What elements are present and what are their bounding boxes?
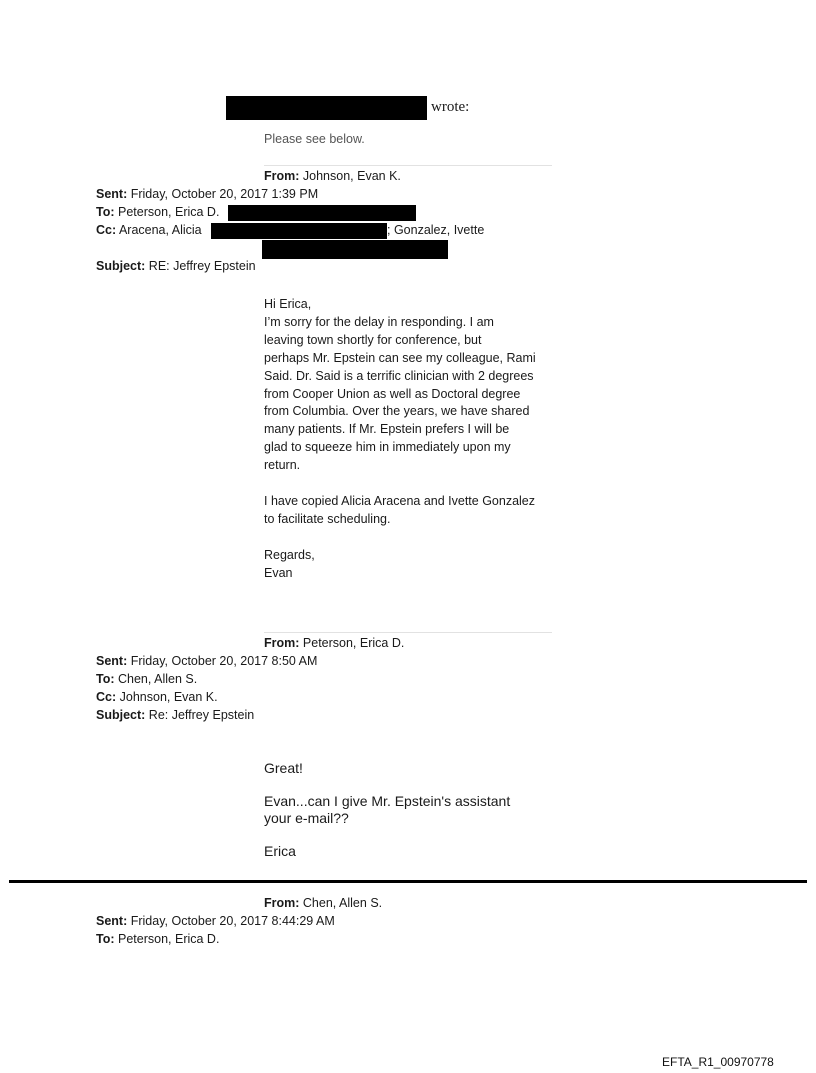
email2-line2a: Evan...can I give Mr. Epstein's assistant (264, 793, 511, 809)
cc-value: Aracena, Alicia (118, 223, 202, 237)
to-label: To: (96, 672, 115, 686)
redaction-block (262, 240, 448, 259)
thick-divider (9, 880, 807, 883)
email3-sent (96, 914, 335, 928)
sent-label: Sent: (96, 187, 128, 201)
body-line: from Cooper Union as well as Doctoral degree (264, 386, 521, 401)
redaction-block (228, 205, 416, 221)
sent-value: Friday, October 20, 2017 8:44:29 AM (130, 914, 335, 928)
greeting: Hi Erica, (264, 297, 312, 311)
email3-from (264, 896, 382, 910)
email1-cc (96, 223, 202, 237)
separator-rule (264, 632, 552, 633)
body-line: to facilitate scheduling. (264, 511, 391, 526)
from-label: From: (264, 636, 300, 650)
subject-label: Subject: (96, 708, 146, 722)
body-line: glad to squeeze him in immediately upon my (264, 440, 511, 455)
sent-label: Sent: (96, 914, 128, 928)
document-id: EFTA_R1_00970778 (662, 1055, 774, 1069)
email2-subject (96, 708, 254, 722)
sent-value: Friday, October 20, 2017 1:39 PM (130, 187, 319, 201)
email2-cc (96, 690, 218, 704)
intro-line: Please see below. (264, 132, 365, 146)
email2-to (96, 672, 197, 686)
email1-body (264, 296, 564, 582)
email1-subject (96, 259, 256, 273)
body-line: I have copied Alicia Aracena and Ivette Gonzalez (264, 493, 536, 508)
cc-value: Johnson, Evan K. (119, 690, 218, 704)
email3-to (96, 932, 219, 946)
body-line: Said. Dr. Said is a terrific clinician with 2 degrees (264, 368, 534, 383)
from-value: Peterson, Erica D. (302, 636, 405, 650)
body-line: many patients. If Mr. Epstein prefers I will be (264, 422, 510, 437)
wrote-label: wrote: (431, 99, 470, 115)
to-value: Peterson, Erica D. (118, 205, 220, 219)
to-label: To: (96, 932, 115, 946)
to-label: To: (96, 205, 115, 219)
separator-rule (264, 165, 552, 166)
email2-from (264, 636, 404, 650)
subject-value: Re: Jeffrey Epstein (148, 708, 255, 722)
to-value: Peterson, Erica D. (118, 932, 220, 946)
cc-label: Cc: (96, 690, 117, 704)
signature: Evan (264, 565, 293, 580)
redaction-block (211, 223, 387, 239)
body-line: return. (264, 458, 301, 473)
body-line: I’m sorry for the delay in responding. I am (264, 314, 494, 329)
email1-sent (96, 187, 318, 201)
email2-line2b: your e-mail?? (264, 810, 349, 826)
email2-line1: Great! (264, 760, 303, 776)
to-value: Chen, Allen S. (118, 672, 198, 686)
from-value: Chen, Allen S. (302, 896, 383, 910)
closing: Regards, (264, 547, 315, 562)
cc-value-second: ; Gonzalez, Ivette (387, 223, 485, 237)
redaction-block (226, 96, 427, 120)
email2-sent (96, 654, 317, 668)
from-label: From: (264, 896, 300, 910)
body-line: leaving town shortly for conference, but (264, 332, 482, 347)
sent-value: Friday, October 20, 2017 8:50 AM (130, 654, 318, 668)
sent-label: Sent: (96, 654, 128, 668)
subject-value: RE: Jeffrey Epstein (148, 259, 256, 273)
body-line: perhaps Mr. Epstein can see my colleague, Rami (264, 350, 536, 365)
email1-from (264, 169, 401, 183)
subject-label: Subject: (96, 259, 146, 273)
cc-label: Cc: (96, 223, 117, 237)
email2-signature: Erica (264, 843, 296, 859)
from-label: From: (264, 169, 300, 183)
email1-to (96, 205, 219, 219)
from-value: Johnson, Evan K. (302, 169, 401, 183)
body-line: from Columbia. Over the years, we have shared (264, 404, 530, 419)
